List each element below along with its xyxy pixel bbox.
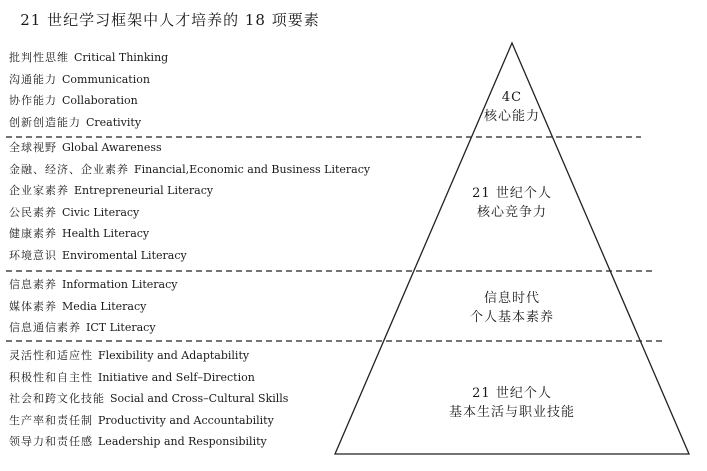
tier-label-line: 信息时代: [483, 291, 540, 306]
skill-en: Media Literacy: [62, 299, 147, 313]
skill-zh: 积极性和自主性: [9, 370, 93, 384]
skill-zh: 健康素养: [9, 227, 57, 241]
tier-label-core-competence: [427, 184, 597, 222]
skill-en: Social and Cross–Cultural Skills: [110, 392, 289, 406]
tier-label-4c: [427, 88, 597, 126]
skill-zh: 沟通能力: [9, 72, 57, 86]
skill-zh: 生产率和责任制: [9, 413, 93, 427]
diagram-title: 21 世纪学习框架中人才培养的 18 项要素: [20, 11, 320, 29]
skill-en: Civic Literacy: [62, 205, 140, 219]
skill-en: Health Literacy: [62, 227, 150, 241]
skill-zh: 公民素养: [9, 205, 57, 219]
skill-en: Flexibility and Adaptability: [98, 349, 250, 362]
skill-zh: 创新创造能力: [9, 115, 81, 129]
skill-en: Initiative and Self–Direction: [98, 370, 255, 384]
skill-zh: 全球视野: [9, 141, 57, 154]
tier-label-line: 基本生活与职业技能: [448, 405, 575, 420]
skill-en: ICT Literacy: [86, 321, 156, 335]
tier-label-line: 21 世纪个人: [472, 386, 552, 401]
skill-en: Communication: [62, 72, 150, 86]
tier-label-line: 个人基本素养: [469, 310, 554, 325]
tier-label-line: 4C: [501, 90, 523, 105]
skill-en: Information Literacy: [62, 278, 178, 291]
skill-en: Critical Thinking: [74, 51, 169, 64]
skill-en: Financial,Economic and Business Literacy: [134, 162, 371, 176]
skill-en: Entrepreneurial Literacy: [74, 184, 214, 198]
skill-en: Global Awareness: [62, 141, 162, 154]
skill-en: Collaboration: [62, 94, 138, 108]
tier-label-line: 核心能力: [483, 109, 540, 124]
tier-label-line: 21 世纪个人: [472, 186, 552, 201]
skill-en: Leadership and Responsibility: [98, 435, 267, 449]
skill-zh: 金融、经济、企业素养: [9, 162, 129, 176]
skill-en: Productivity and Accountability: [98, 413, 274, 427]
skill-zh: 社会和跨文化技能: [9, 392, 105, 406]
skill-zh: 协作能力: [9, 94, 57, 108]
skill-en: Creativity: [86, 115, 142, 129]
tier-label-life-career: [427, 384, 597, 422]
tier-label-information-age: [427, 289, 597, 327]
skill-zh: 批判性思维: [9, 51, 69, 64]
skill-zh: 领导力和责任感: [9, 435, 93, 449]
skill-zh: 媒体素养: [9, 299, 57, 313]
skill-zh: 环境意识: [9, 248, 57, 262]
tier-label-line: 核心竞争力: [476, 205, 547, 220]
skill-zh: 灵活性和适应性: [9, 349, 93, 362]
skill-zh: 信息通信素养: [9, 321, 81, 335]
skill-zh: 信息素养: [9, 278, 57, 291]
skill-en: Enviromental Literacy: [62, 248, 187, 262]
skill-zh: 企业家素养: [9, 184, 69, 198]
